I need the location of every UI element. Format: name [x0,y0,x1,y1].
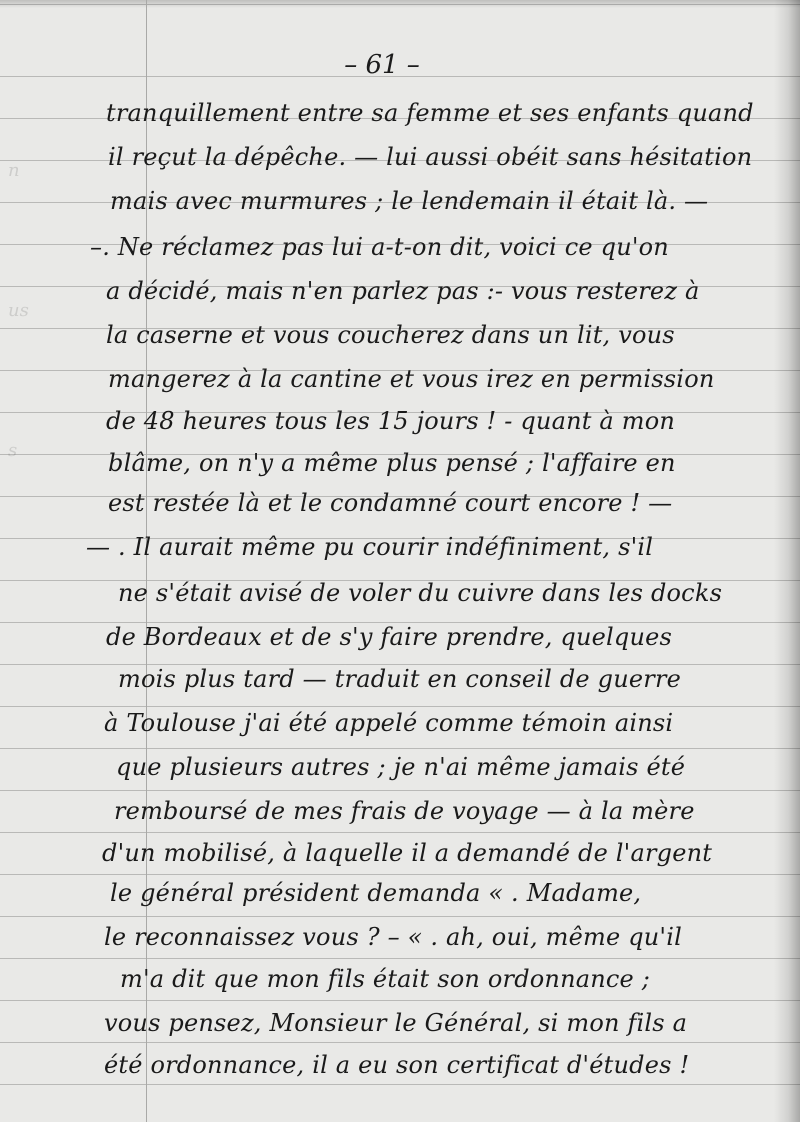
text-line: la caserne et vous coucherez dans un lit, vous [106,321,675,349]
text-line: de Bordeaux et de s'y faire prendre, quelques [106,623,673,651]
text-line: il reçut la dépêche. — lui aussi obéit sans hésitation [108,143,753,171]
text-line: mais avec murmures ; le lendemain il était là. — [110,187,709,215]
text-line: est restée là et le condamné court encore ! — [108,489,673,517]
text-line: blâme, on n'y a même plus pensé ; l'affaire en [108,449,676,477]
text-line: ne s'était avisé de voler du cuivre dans les docks [118,579,723,607]
text-line: le reconnaissez vous ? – « . ah, oui, même qu'il [104,923,682,951]
text-line: que plusieurs autres ; je n'ai même jamais été [116,753,686,781]
bleed-through-mark: us [8,300,29,321]
text-line: de 48 heures tous les 15 jours ! - quant à mon [106,407,676,435]
bleed-through-mark: s [8,440,18,461]
text-line: tranquillement entre sa femme et ses enfants quand [106,99,754,127]
text-line: remboursé de mes frais de voyage — à la mère [114,797,695,825]
text-line: –. Ne réclamez pas lui a-t-on dit, voici ce qu'on [90,233,669,261]
text-line: été ordonnance, il a eu son certificat d'études ! [104,1051,690,1079]
page-number: – 61 – [344,50,420,80]
text-line: vous pensez, Monsieur le Général, si mon fils a [104,1009,688,1037]
text-line: mois plus tard — traduit en conseil de guerre [118,665,682,693]
text-line: mangerez à la cantine et vous irez en permission [108,365,715,393]
text-line: a décidé, mais n'en parlez pas :- vous resterez à [106,277,700,305]
text-line: — . Il aurait même pu courir indéfiniment, s'il [86,533,654,561]
bleed-through-mark: n [8,160,20,181]
text-line: m'a dit que mon fils était son ordonnance ; [120,965,651,993]
text-line: d'un mobilisé, à laquelle il a demandé de l'argent [102,839,713,867]
text-line: à Toulouse j'ai été appelé comme témoin ainsi [104,709,674,737]
text-line: le général président demanda « . Madame, [110,879,642,907]
